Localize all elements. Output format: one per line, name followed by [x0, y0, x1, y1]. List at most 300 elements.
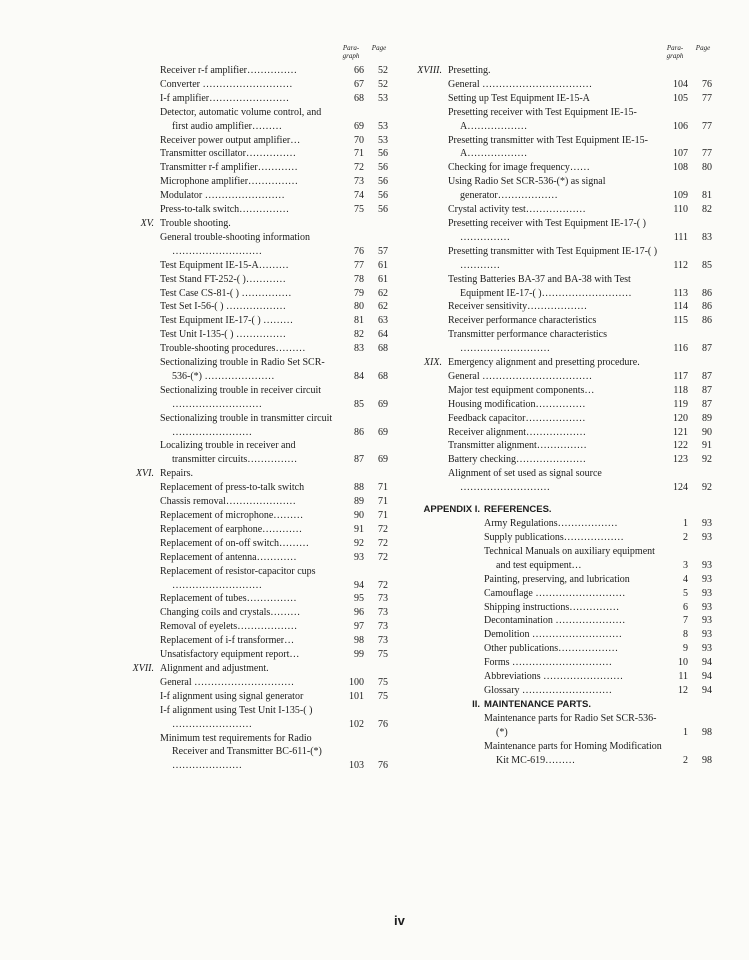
- paragraph-number: 113: [673, 287, 688, 299]
- entry-title: Maintenance parts for Radio Set SCR-536-(*): [484, 712, 657, 738]
- paragraph-number: 108: [673, 162, 688, 174]
- entry-title: Technical Manuals on auxiliary equipment and test equipment…: [484, 545, 655, 571]
- entry-title: Test Set I-56-( ) ………………: [160, 301, 286, 313]
- page-number-ref: 92: [702, 482, 712, 494]
- page-number-ref: 52: [378, 65, 388, 76]
- toc-entry: [408, 656, 712, 670]
- paragraph-number: 95: [354, 593, 364, 605]
- paragraph-number: 11: [678, 671, 688, 683]
- paragraph-number: 89: [354, 496, 364, 508]
- toc-entry: [408, 628, 712, 642]
- toc-entry: [120, 523, 388, 537]
- entry-title: Presetting transmitter with Test Equipment IE-15-A………………: [448, 134, 648, 160]
- entry-title: General ……………………………: [448, 78, 593, 90]
- paragraph-number: 68: [354, 92, 364, 104]
- page-number-ref: 90: [702, 426, 712, 438]
- toc-entry: [408, 453, 712, 467]
- entry-title: Test Case CS-81-( ) ……………: [160, 287, 292, 299]
- entry-title: Receiver power output amplifier…: [160, 134, 301, 146]
- entry-title: Transmitter oscillator……………: [160, 148, 297, 160]
- paragraph-number: 69: [354, 120, 364, 132]
- entry-title: Unsatisfactory equipment report…: [160, 649, 300, 661]
- toc-entry: [120, 509, 388, 523]
- entry-title: Test Equipment IE-17-( ) ………: [160, 315, 294, 327]
- entry-title: Demolition ………………………: [484, 629, 623, 641]
- entry-title: Other publications………………: [484, 643, 619, 655]
- entry-title: General trouble-shooting information ………………………: [160, 231, 310, 257]
- paragraph-number: 94: [354, 579, 364, 591]
- page-number-ref: 72: [378, 523, 388, 535]
- toc-entry: [408, 439, 712, 453]
- paragraph-number: 72: [354, 162, 364, 174]
- toc-entry: [408, 217, 712, 245]
- paragraph-number: 102: [349, 718, 364, 730]
- page-number-ref: 71: [378, 510, 388, 521]
- paragraph-number: 88: [354, 482, 364, 494]
- paragraph-number: 77: [354, 259, 364, 271]
- toc-entry: [120, 92, 388, 106]
- page-number-ref: 93: [702, 532, 712, 543]
- page-number-ref: 56: [378, 190, 388, 202]
- paragraph-number: 90: [354, 510, 364, 521]
- page-number-ref: 77: [702, 148, 712, 160]
- page-number-ref: 93: [702, 615, 712, 627]
- entry-title: Detector, automatic volume control, and first audio amplifier………: [160, 106, 322, 132]
- paragraph-number: 81: [354, 315, 364, 327]
- page-number-ref: 87: [702, 370, 712, 382]
- toc-entry: [408, 273, 712, 301]
- toc-entry: [120, 551, 388, 565]
- page-number-ref: 62: [378, 301, 388, 313]
- page-number-ref: 68: [378, 370, 388, 382]
- page-number-ref: 52: [378, 78, 388, 90]
- page-number-ref: 91: [702, 440, 712, 452]
- section-number: XVII.: [132, 662, 154, 674]
- page-number-ref: 93: [702, 643, 712, 655]
- paragraph-number: 97: [354, 621, 364, 633]
- page-number-ref: 63: [378, 315, 388, 327]
- entry-title: Battery checking…………………: [448, 454, 587, 466]
- paragraph-number: 3: [683, 559, 688, 571]
- paragraph-number: 78: [354, 273, 364, 285]
- page-number-ref: 57: [378, 245, 388, 257]
- page-number-ref: 93: [702, 573, 712, 585]
- entry-title: Feedback capacitor………………: [448, 412, 586, 424]
- toc-entry: [408, 175, 712, 203]
- entry-title: Replacement of microphone………: [160, 510, 304, 521]
- page-number-ref: 53: [378, 92, 388, 104]
- toc-entry: [408, 398, 712, 412]
- paragraph-number: 110: [673, 204, 688, 216]
- right-column: [408, 44, 712, 768]
- toc-entry: [408, 517, 712, 531]
- paragraph-number: 2: [683, 532, 688, 543]
- paragraph-number: 121: [673, 426, 688, 438]
- page-number-ref: 93: [702, 559, 712, 571]
- entry-title: Receiver sensitivity………………: [448, 301, 588, 313]
- toc-entry: [120, 620, 388, 634]
- toc-entry: [120, 189, 388, 203]
- toc-entry: [120, 78, 388, 92]
- toc-entry: [408, 684, 712, 698]
- paragraph-number: 96: [354, 607, 364, 619]
- page-number-ref: 87: [702, 343, 712, 355]
- page-header: Page: [695, 44, 711, 52]
- page-number-ref: 80: [702, 162, 712, 174]
- toc-entry: [408, 314, 712, 328]
- page-number-ref: 72: [378, 551, 388, 563]
- toc-entry: [408, 384, 712, 398]
- appendix-label: APPENDIX I.: [423, 504, 480, 516]
- entry-title: Replacement of resistor-capacitor cups ………………………: [160, 565, 316, 591]
- page-number-ref: 75: [378, 649, 388, 661]
- page-number-ref: 53: [378, 120, 388, 132]
- page-number: iv: [394, 913, 405, 928]
- toc-entry: [408, 573, 712, 587]
- toc-entry: [120, 676, 388, 690]
- page-number-ref: 56: [378, 162, 388, 174]
- toc-entry: [120, 412, 388, 440]
- page-number-ref: 73: [378, 593, 388, 605]
- section-number: XV.: [140, 217, 154, 229]
- entry-title: Modulator ……………………: [160, 190, 285, 202]
- toc-entry: [408, 545, 712, 573]
- toc-entry: [120, 147, 388, 161]
- paragraph-number: 118: [673, 384, 688, 396]
- entry-title: Setting up Test Equipment IE-15-A: [448, 92, 590, 104]
- paragraph-number: 117: [673, 370, 688, 382]
- toc-entry: [120, 356, 388, 384]
- toc-section: [120, 217, 388, 231]
- appendix-heading: [408, 698, 712, 712]
- toc-entry: [120, 64, 388, 78]
- paragraph-number: 86: [354, 426, 364, 438]
- entry-title: General …………………………: [160, 676, 295, 688]
- entry-title: Presetting receiver with Test Equipment IE-15-A………………: [448, 106, 637, 132]
- paragraph-number: 91: [354, 523, 364, 535]
- toc-entry: [408, 134, 712, 162]
- page-number-ref: 86: [702, 287, 712, 299]
- para-header: Para- graph: [342, 44, 360, 60]
- page-number-ref: 94: [702, 657, 712, 669]
- toc-entry: [120, 300, 388, 314]
- entry-title: Test Stand FT-252-( )…………: [160, 273, 286, 285]
- paragraph-number: 85: [354, 398, 364, 410]
- entry-title: Presetting transmitter with Test Equipment IE-17-( ) …………: [448, 245, 658, 271]
- toc-entry: [408, 642, 712, 656]
- toc-entry: [408, 300, 712, 314]
- entry-title: Test Equipment IE-15-A………: [160, 259, 289, 271]
- toc-entry: [408, 245, 712, 273]
- page-number-ref: 77: [702, 120, 712, 132]
- toc-entry: [408, 531, 712, 545]
- toc-section: [120, 467, 388, 481]
- toc-entry: [408, 670, 712, 684]
- toc-entry: [120, 439, 388, 467]
- toc-entry: [120, 273, 388, 287]
- toc-section: [408, 356, 712, 370]
- paragraph-number: 114: [673, 301, 688, 313]
- toc-entry: [408, 412, 712, 426]
- page-number-ref: 93: [702, 518, 712, 530]
- paragraph-number: 79: [354, 287, 364, 299]
- entry-title: Receiver performance characteristics: [448, 315, 597, 327]
- entry-title: Trouble-shooting procedures………: [160, 343, 306, 355]
- paragraph-number: 9: [683, 643, 688, 655]
- paragraph-number: 66: [354, 65, 364, 76]
- page-number-ref: 69: [378, 426, 388, 438]
- page-number-ref: 61: [378, 259, 388, 271]
- entry-title: Transmitter alignment……………: [448, 440, 587, 452]
- appendix-title: REFERENCES.: [484, 504, 552, 516]
- entry-title: Localizing trouble in receiver and transmitter circuits……………: [160, 440, 298, 466]
- page-number-ref: 85: [702, 259, 712, 271]
- entry-title: Receiver alignment………………: [448, 426, 587, 438]
- paragraph-number: 109: [673, 190, 688, 202]
- entry-title: Presetting receiver with Test Equipment IE-17-( ) ……………: [448, 217, 646, 243]
- paragraph-number: 100: [349, 676, 364, 688]
- paragraph-number: 119: [673, 398, 688, 410]
- entry-title: Replacement of i-f transformer…: [160, 635, 295, 647]
- section-number: XIX.: [423, 357, 442, 369]
- entry-title: Test Unit I-135-( ) ……………: [160, 329, 286, 341]
- toc-entry: [120, 690, 388, 704]
- paragraph-number: 98: [354, 635, 364, 647]
- page-number-ref: 77: [702, 92, 712, 104]
- entry-title: I-f alignment using signal generator: [160, 690, 304, 702]
- toc-entry: [408, 106, 712, 134]
- entry-title: Press-to-talk switch……………: [160, 204, 290, 216]
- toc-entry: [120, 732, 388, 774]
- toc-entry: [408, 467, 712, 495]
- toc-entry: [408, 587, 712, 601]
- toc-entry: [120, 231, 388, 259]
- paragraph-number: 87: [354, 454, 364, 466]
- toc-entry: [408, 601, 712, 615]
- left-column: [120, 44, 388, 773]
- paragraph-number: 92: [354, 537, 364, 549]
- toc-list-right: [408, 64, 712, 768]
- section-number: XVI.: [135, 468, 154, 480]
- page-number-ref: 76: [702, 78, 712, 90]
- column-header: [120, 44, 388, 64]
- toc-entry: [408, 614, 712, 628]
- entry-title: Transmitter performance characteristics ………………………: [448, 329, 608, 355]
- entry-title: Receiver r-f amplifier……………: [160, 65, 297, 76]
- page-number-ref: 73: [378, 621, 388, 633]
- entry-title: Decontamination …………………: [484, 615, 626, 627]
- paragraph-number: 122: [673, 440, 688, 452]
- paragraph-number: 80: [354, 301, 364, 313]
- toc-entry: [120, 328, 388, 342]
- paragraph-number: 74: [354, 190, 364, 202]
- entry-title: Transmitter r-f amplifier…………: [160, 162, 298, 174]
- toc-entry: [120, 481, 388, 495]
- page-number-ref: 64: [378, 329, 388, 341]
- paragraph-number: 7: [683, 615, 688, 627]
- page-number-ref: 98: [702, 726, 712, 738]
- toc-entry: [408, 92, 712, 106]
- entry-title: Changing coils and crystals………: [160, 607, 301, 619]
- page-number-ref: 61: [378, 273, 388, 285]
- page-number-ref: 62: [378, 287, 388, 299]
- toc-entry: [120, 342, 388, 356]
- paragraph-number: 112: [673, 259, 688, 271]
- paragraph-number: 71: [354, 148, 364, 160]
- entry-title: Replacement of earphone…………: [160, 523, 303, 535]
- section-title: Presetting.: [448, 65, 491, 76]
- paragraph-number: 124: [673, 482, 688, 494]
- page-number-ref: 81: [702, 190, 712, 202]
- page-number-ref: 72: [378, 579, 388, 591]
- entry-title: I-f amplifier……………………: [160, 92, 290, 104]
- paragraph-number: 5: [683, 587, 688, 599]
- toc-entry: [120, 495, 388, 509]
- toc-entry: [120, 565, 388, 593]
- page-number-ref: 94: [702, 671, 712, 683]
- toc-entry: [120, 259, 388, 273]
- page-number-ref: 71: [378, 496, 388, 508]
- section-title: Trouble shooting.: [160, 217, 231, 229]
- paragraph-number: 123: [673, 454, 688, 466]
- entry-title: Housing modification……………: [448, 398, 586, 410]
- entry-title: I-f alignment using Test Unit I-135-( ) ……………………: [160, 704, 313, 730]
- page-number-ref: 53: [378, 134, 388, 146]
- page-number-ref: 75: [378, 690, 388, 702]
- toc-entry: [120, 634, 388, 648]
- page-header: Page: [371, 44, 387, 52]
- paragraph-number: 111: [673, 231, 688, 243]
- toc-entry: [408, 328, 712, 356]
- paragraph-number: 1: [683, 518, 688, 530]
- toc-entry: [120, 592, 388, 606]
- toc-entry: [120, 134, 388, 148]
- column-header: [408, 44, 712, 64]
- entry-title: Alignment of set used as signal source ………………………: [448, 468, 602, 494]
- page-number-ref: 76: [378, 718, 388, 730]
- entry-title: Microphone amplifier……………: [160, 176, 299, 188]
- toc-entry: [408, 712, 712, 740]
- paragraph-number: 84: [354, 370, 364, 382]
- toc-entry: [120, 704, 388, 732]
- toc-entry: [408, 426, 712, 440]
- entry-title: Replacement of antenna…………: [160, 551, 297, 563]
- paragraph-number: 10: [678, 657, 688, 669]
- paragraph-number: 116: [673, 343, 688, 355]
- appendix-heading: [408, 503, 712, 517]
- paragraph-number: 73: [354, 176, 364, 188]
- paragraph-number: 106: [673, 120, 688, 132]
- entry-title: Army Regulations………………: [484, 518, 618, 530]
- page-number-ref: 56: [378, 204, 388, 216]
- page-number-ref: 94: [702, 684, 712, 696]
- toc-entry: [120, 384, 388, 412]
- paragraph-number: 82: [354, 329, 364, 341]
- entry-title: Glossary ………………………: [484, 684, 613, 696]
- toc-entry: [408, 370, 712, 384]
- paragraph-number: 101: [349, 690, 364, 702]
- entry-title: Abbreviations ……………………: [484, 671, 624, 683]
- entry-title: Converter ………………………: [160, 78, 293, 90]
- paragraph-number: 76: [354, 245, 364, 257]
- page-number-ref: 93: [702, 587, 712, 599]
- toc-list-left: [120, 64, 388, 773]
- section-number: XVIII.: [417, 65, 442, 76]
- para-header: Para- graph: [666, 44, 684, 60]
- paragraph-number: 1: [683, 726, 688, 738]
- entry-title: Removal of eyelets………………: [160, 621, 298, 633]
- page-number-ref: 73: [378, 635, 388, 647]
- entry-title: Testing Batteries BA-37 and BA-38 with Test Equipment IE-17-( )………………………: [448, 273, 632, 299]
- page-number-ref: 89: [702, 412, 712, 424]
- entry-title: Crystal activity test………………: [448, 204, 586, 216]
- page-number-ref: 76: [378, 760, 388, 772]
- entry-title: Maintenance parts for Homing Modification Kit MC-619………: [484, 740, 662, 766]
- toc-section: [408, 64, 712, 78]
- paragraph-number: 103: [349, 760, 364, 772]
- paragraph-number: 105: [673, 92, 688, 104]
- entry-title: Forms …………………………: [484, 657, 613, 669]
- page-number-ref: 93: [702, 629, 712, 641]
- paragraph-number: 107: [673, 148, 688, 160]
- section-title: Emergency alignment and presetting procedure.: [448, 357, 640, 369]
- entry-title: Major test equipment components…: [448, 384, 595, 396]
- section-title: Repairs.: [160, 468, 194, 480]
- entry-title: Sectionalizing trouble in receiver circuit ………………………: [160, 384, 322, 410]
- entry-title: Sectionalizing trouble in Radio Set SCR-536-(*) …………………: [160, 357, 325, 382]
- paragraph-number: 4: [683, 573, 688, 585]
- page-number-ref: 87: [702, 384, 712, 396]
- page-number-ref: 71: [378, 482, 388, 494]
- toc-entry: [408, 161, 712, 175]
- entry-title: Checking for image frequency……: [448, 162, 590, 174]
- paragraph-number: 75: [354, 204, 364, 216]
- toc-section: [120, 662, 388, 676]
- entry-title: Using Radio Set SCR-536-(*) as signal generator………………: [448, 176, 606, 202]
- paragraph-number: 67: [354, 78, 364, 90]
- entry-title: General ……………………………: [448, 370, 593, 382]
- toc-entry: [120, 606, 388, 620]
- appendix-title: MAINTENANCE PARTS.: [484, 698, 591, 710]
- paragraph-number: 83: [354, 343, 364, 355]
- page-number-ref: 93: [702, 601, 712, 613]
- toc-entry: [120, 537, 388, 551]
- toc-entry: [408, 203, 712, 217]
- page-number-ref: 75: [378, 676, 388, 688]
- entry-title: Chassis removal…………………: [160, 496, 296, 508]
- page-number-ref: 92: [702, 454, 712, 466]
- entry-title: Shipping instructions……………: [484, 601, 620, 613]
- entry-title: Replacement of press-to-talk switch: [160, 482, 305, 494]
- toc-entry: [120, 161, 388, 175]
- page-number-ref: 86: [702, 315, 712, 327]
- entry-title: Camouflage ………………………: [484, 587, 626, 599]
- paragraph-number: 93: [354, 551, 364, 563]
- page-number-ref: 69: [378, 454, 388, 466]
- page-number-ref: 83: [702, 231, 712, 243]
- page-number-ref: 56: [378, 176, 388, 188]
- appendix-label: II.: [472, 698, 480, 710]
- entry-title: Minimum test requirements for Radio Receiver and Transmitter BC-611-(*) …………………: [160, 732, 322, 772]
- entry-title: Sectionalizing trouble in transmitter circuit ……………………: [160, 412, 333, 438]
- toc-entry: [120, 314, 388, 328]
- entry-title: Replacement of tubes……………: [160, 593, 297, 605]
- toc-entry: [120, 648, 388, 662]
- toc-entry: [408, 740, 712, 768]
- entry-title: Supply publications………………: [484, 532, 624, 543]
- paragraph-number: 6: [683, 601, 688, 613]
- page-number-ref: 68: [378, 343, 388, 355]
